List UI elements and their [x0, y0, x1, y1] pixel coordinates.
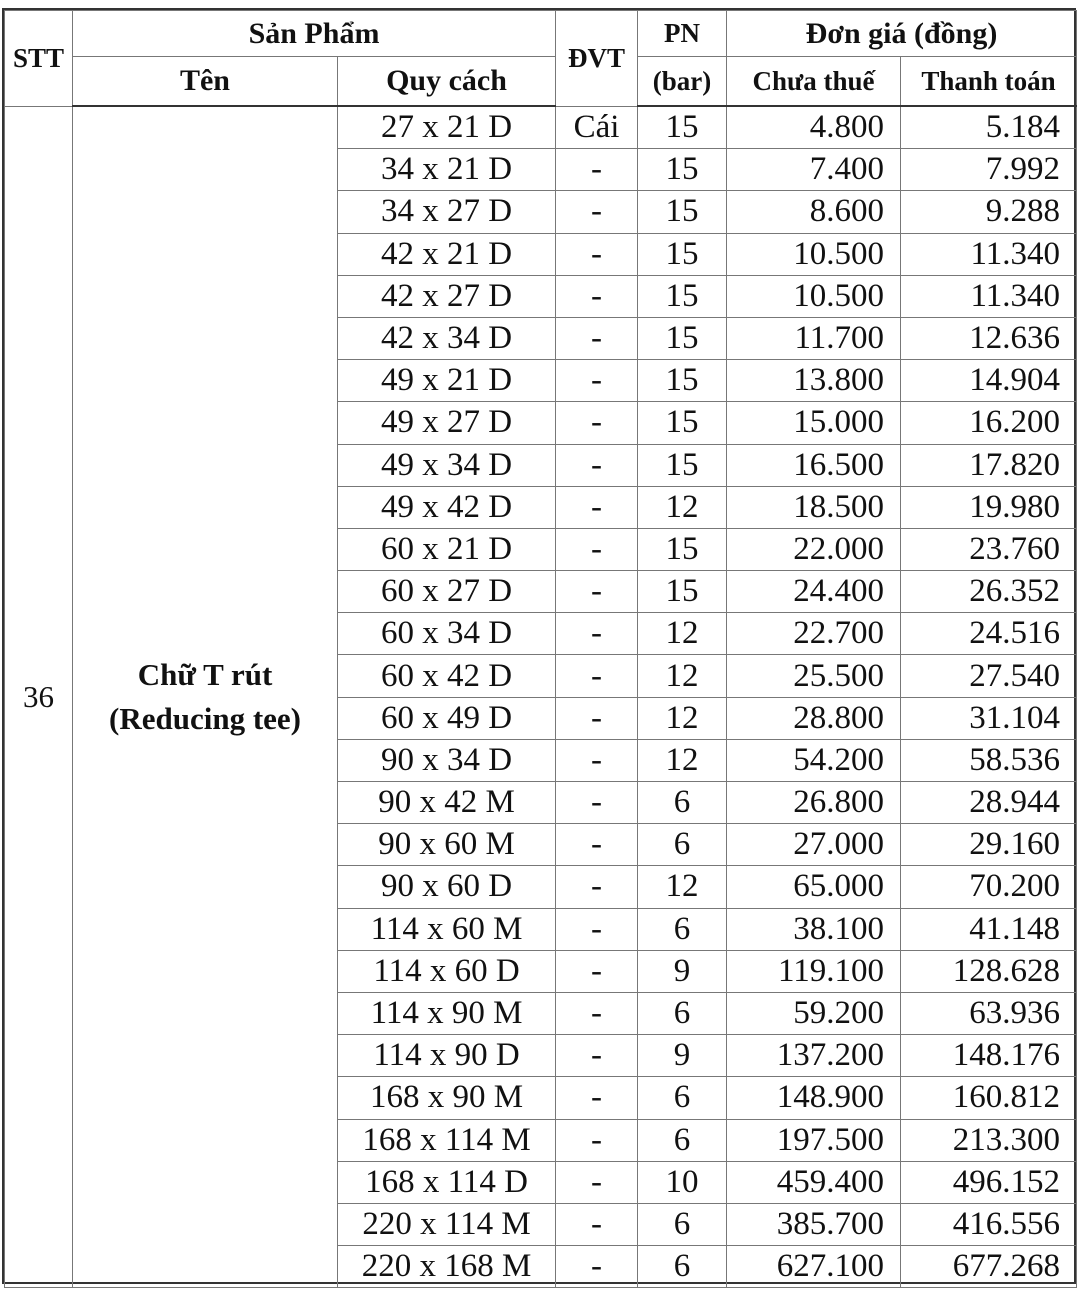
cell-total: 41.148: [901, 908, 1077, 950]
cell-pre-tax: 627.100: [727, 1246, 901, 1288]
cell-total: 496.152: [901, 1161, 1077, 1203]
cell-pre-tax: 65.000: [727, 866, 901, 908]
cell-pre-tax: 16.500: [727, 444, 901, 486]
cell-spec: 34 x 21 D: [338, 149, 556, 191]
cell-spec: 114 x 60 M: [338, 908, 556, 950]
group-name: [73, 106, 338, 1288]
cell-unit: Cái: [556, 106, 638, 149]
cell-spec: 49 x 27 D: [338, 402, 556, 444]
cell-pn: 6: [638, 1077, 727, 1119]
cell-unit: -: [556, 233, 638, 275]
cell-unit: -: [556, 782, 638, 824]
cell-spec: 168 x 114 M: [338, 1119, 556, 1161]
cell-total: 11.340: [901, 233, 1077, 275]
cell-total: 12.636: [901, 317, 1077, 359]
cell-pre-tax: 28.800: [727, 697, 901, 739]
header-row-bottom: [5, 57, 1077, 107]
cell-pn: 6: [638, 1119, 727, 1161]
cell-unit: -: [556, 402, 638, 444]
cell-pre-tax: 197.500: [727, 1119, 901, 1161]
cell-total: 9.288: [901, 191, 1077, 233]
cell-total: 28.944: [901, 782, 1077, 824]
cell-total: 14.904: [901, 360, 1077, 402]
cell-pre-tax: 24.400: [727, 571, 901, 613]
cell-unit: -: [556, 1035, 638, 1077]
cell-pn: 15: [638, 106, 727, 149]
cell-spec: 90 x 60 D: [338, 866, 556, 908]
cell-total: 29.160: [901, 824, 1077, 866]
cell-pre-tax: 385.700: [727, 1203, 901, 1245]
header-pn-bottom: (bar): [638, 57, 727, 107]
cell-unit: -: [556, 739, 638, 781]
cell-pre-tax: 13.800: [727, 360, 901, 402]
cell-unit: -: [556, 866, 638, 908]
cell-spec: 49 x 34 D: [338, 444, 556, 486]
cell-spec: 114 x 60 D: [338, 950, 556, 992]
cell-pn: 6: [638, 782, 727, 824]
cell-unit: -: [556, 149, 638, 191]
cell-unit: -: [556, 824, 638, 866]
cell-pre-tax: 10.500: [727, 233, 901, 275]
cell-pre-tax: 27.000: [727, 824, 901, 866]
cell-unit: -: [556, 1203, 638, 1245]
cell-total: 23.760: [901, 528, 1077, 570]
cell-pn: 9: [638, 950, 727, 992]
cell-pn: 15: [638, 149, 727, 191]
cell-pre-tax: 4.800: [727, 106, 901, 149]
cell-pre-tax: 459.400: [727, 1161, 901, 1203]
cell-total: 27.540: [901, 655, 1077, 697]
cell-spec: 60 x 27 D: [338, 571, 556, 613]
cell-pre-tax: 119.100: [727, 950, 901, 992]
cell-unit: -: [556, 908, 638, 950]
price-table-sheet: [2, 8, 1076, 1284]
cell-total: 70.200: [901, 866, 1077, 908]
cell-pn: 6: [638, 992, 727, 1034]
cell-pre-tax: 148.900: [727, 1077, 901, 1119]
cell-pre-tax: 59.200: [727, 992, 901, 1034]
cell-spec: 90 x 34 D: [338, 739, 556, 781]
cell-spec: 114 x 90 D: [338, 1035, 556, 1077]
cell-total: 63.936: [901, 992, 1077, 1034]
cell-total: 5.184: [901, 106, 1077, 149]
cell-unit: -: [556, 360, 638, 402]
cell-pn: 6: [638, 908, 727, 950]
cell-pre-tax: 18.500: [727, 486, 901, 528]
cell-pn: 6: [638, 1203, 727, 1245]
cell-unit: -: [556, 1161, 638, 1203]
cell-spec: 60 x 21 D: [338, 528, 556, 570]
cell-pre-tax: 10.500: [727, 275, 901, 317]
cell-pn: 10: [638, 1161, 727, 1203]
cell-spec: 49 x 21 D: [338, 360, 556, 402]
cell-unit: -: [556, 191, 638, 233]
cell-pre-tax: 7.400: [727, 149, 901, 191]
group-name-line2: (Reducing tee): [109, 701, 301, 737]
cell-unit: -: [556, 1119, 638, 1161]
cell-spec: 90 x 42 M: [338, 782, 556, 824]
cell-total: 58.536: [901, 739, 1077, 781]
cell-unit: -: [556, 486, 638, 528]
cell-unit: -: [556, 950, 638, 992]
cell-unit: -: [556, 528, 638, 570]
header-stt: STT: [5, 11, 73, 107]
cell-pn: 12: [638, 739, 727, 781]
cell-total: 24.516: [901, 613, 1077, 655]
cell-pn: 15: [638, 275, 727, 317]
cell-spec: 220 x 114 M: [338, 1203, 556, 1245]
header-pn-top: PN: [638, 11, 727, 57]
cell-unit: -: [556, 992, 638, 1034]
cell-pre-tax: 38.100: [727, 908, 901, 950]
cell-total: 416.556: [901, 1203, 1077, 1245]
group-stt: 36: [5, 106, 73, 1288]
cell-pre-tax: 54.200: [727, 739, 901, 781]
table-row: [5, 106, 1077, 149]
header-row-top: [5, 11, 1077, 57]
cell-unit: -: [556, 444, 638, 486]
cell-pre-tax: 22.000: [727, 528, 901, 570]
cell-spec: 60 x 34 D: [338, 613, 556, 655]
cell-pn: 15: [638, 402, 727, 444]
cell-spec: 220 x 168 M: [338, 1246, 556, 1288]
cell-unit: -: [556, 275, 638, 317]
cell-spec: 49 x 42 D: [338, 486, 556, 528]
cell-pn: 15: [638, 360, 727, 402]
cell-total: 677.268: [901, 1246, 1077, 1288]
cell-pre-tax: 15.000: [727, 402, 901, 444]
cell-spec: 168 x 114 D: [338, 1161, 556, 1203]
cell-unit: -: [556, 317, 638, 359]
cell-spec: 60 x 42 D: [338, 655, 556, 697]
cell-total: 160.812: [901, 1077, 1077, 1119]
cell-total: 11.340: [901, 275, 1077, 317]
cell-pn: 6: [638, 1246, 727, 1288]
cell-pn: 12: [638, 486, 727, 528]
price-table: [4, 10, 1077, 1288]
cell-total: 148.176: [901, 1035, 1077, 1077]
cell-pn: 15: [638, 444, 727, 486]
cell-unit: -: [556, 571, 638, 613]
header-pre-tax: Chưa thuế: [727, 57, 901, 107]
cell-pre-tax: 25.500: [727, 655, 901, 697]
table-body: [5, 106, 1077, 1288]
cell-pn: 6: [638, 824, 727, 866]
header-total: Thanh toán: [901, 57, 1077, 107]
header-product: Sản Phẩm: [73, 11, 556, 57]
cell-spec: 168 x 90 M: [338, 1077, 556, 1119]
cell-spec: 42 x 34 D: [338, 317, 556, 359]
cell-unit: -: [556, 1246, 638, 1288]
cell-total: 7.992: [901, 149, 1077, 191]
cell-pn: 12: [638, 866, 727, 908]
cell-total: 26.352: [901, 571, 1077, 613]
cell-pn: 15: [638, 191, 727, 233]
cell-spec: 114 x 90 M: [338, 992, 556, 1034]
cell-pn: 15: [638, 317, 727, 359]
header-unit: ĐVT: [556, 11, 638, 107]
cell-spec: 60 x 49 D: [338, 697, 556, 739]
cell-unit: -: [556, 1077, 638, 1119]
cell-pre-tax: 26.800: [727, 782, 901, 824]
cell-unit: -: [556, 697, 638, 739]
cell-pre-tax: 22.700: [727, 613, 901, 655]
cell-pn: 15: [638, 571, 727, 613]
cell-spec: 34 x 27 D: [338, 191, 556, 233]
cell-pn: 9: [638, 1035, 727, 1077]
header-name: Tên: [73, 57, 338, 107]
header-price: Đơn giá (đồng): [727, 11, 1077, 57]
cell-total: 17.820: [901, 444, 1077, 486]
cell-pn: 15: [638, 528, 727, 570]
header-spec: Quy cách: [338, 57, 556, 107]
cell-spec: 27 x 21 D: [338, 106, 556, 149]
cell-unit: -: [556, 655, 638, 697]
cell-pn: 12: [638, 613, 727, 655]
cell-pn: 12: [638, 655, 727, 697]
cell-pn: 15: [638, 233, 727, 275]
cell-total: 19.980: [901, 486, 1077, 528]
cell-total: 16.200: [901, 402, 1077, 444]
cell-unit: -: [556, 613, 638, 655]
cell-pn: 12: [638, 697, 727, 739]
cell-pre-tax: 137.200: [727, 1035, 901, 1077]
group-name-line1: Chữ T rút: [137, 657, 273, 693]
cell-pre-tax: 8.600: [727, 191, 901, 233]
cell-spec: 90 x 60 M: [338, 824, 556, 866]
cell-pre-tax: 11.700: [727, 317, 901, 359]
cell-total: 128.628: [901, 950, 1077, 992]
cell-total: 213.300: [901, 1119, 1077, 1161]
cell-total: 31.104: [901, 697, 1077, 739]
cell-spec: 42 x 21 D: [338, 233, 556, 275]
cell-spec: 42 x 27 D: [338, 275, 556, 317]
